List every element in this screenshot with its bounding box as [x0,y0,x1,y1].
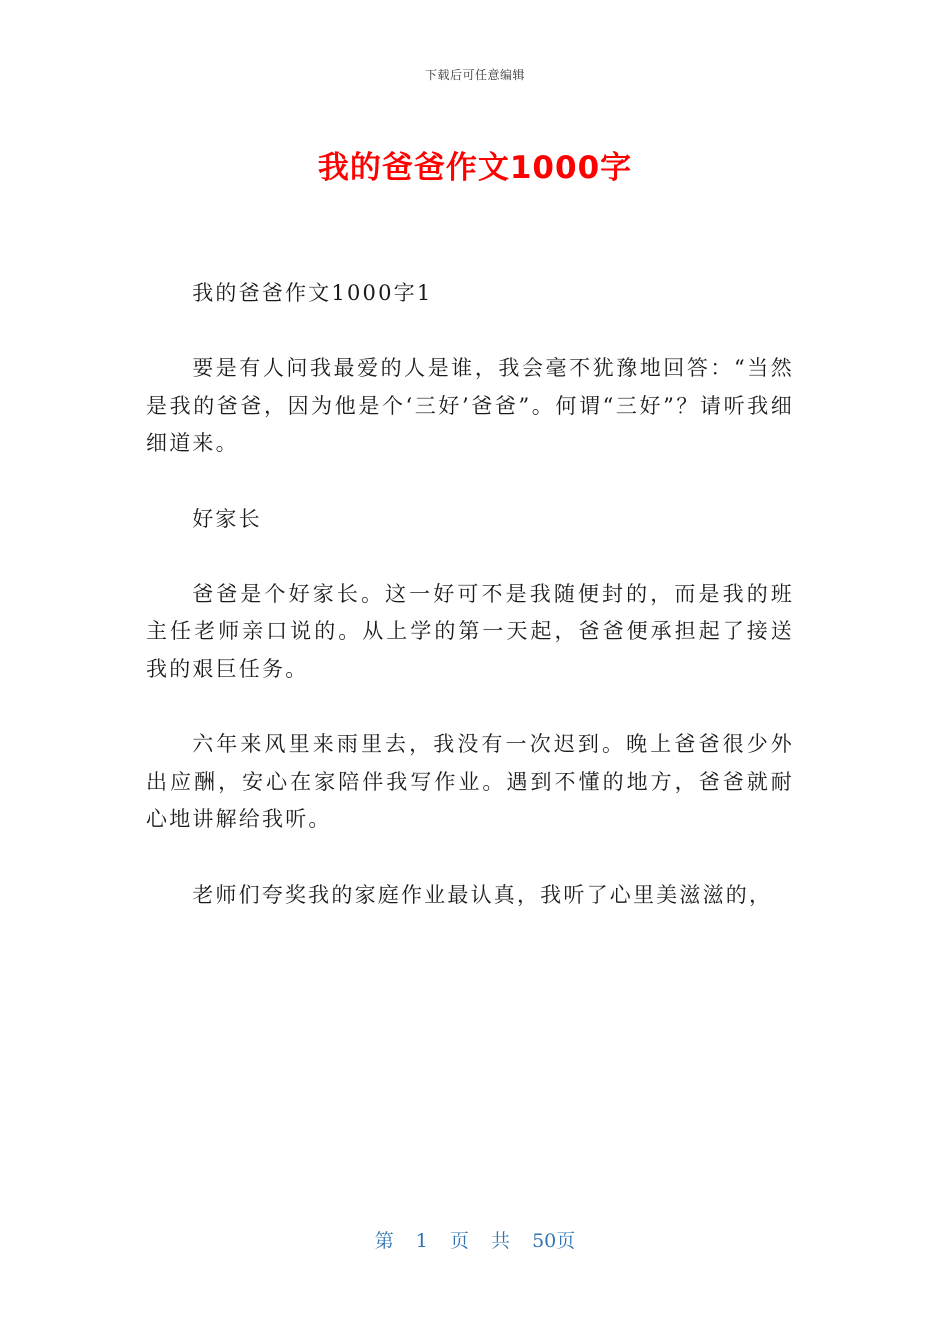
footer-total-pages: 50页 [532,1230,576,1252]
paragraph-teacher-praise: 老师们夸奖我的家庭作业最认真，我听了心里美滋滋的， [192,882,773,907]
paragraph-good-parent: 爸爸是个好家长。这一好可不是我随便封的，而是我的班主任老师亲口说的。从上学的第一天起，爸爸便承担起了接送我的艰巨任务。 [146,581,794,681]
footer-current-page: 1 [415,1230,428,1252]
paragraph-subtitle: 我的爸爸作文1000字1 [192,281,433,305]
document-body [146,275,794,952]
paragraph-heading-good-parent: 好家长 [192,506,262,531]
page-footer [0,1226,950,1253]
paragraph-intro: 要是有人问我最爱的人是谁，我会毫不犹豫地回答：“当然是我的爸爸，因为他是个‘三好’爸爸”。何谓“三好”？请听我细细道来。 [146,356,794,456]
footer-page-label: 第 [374,1230,394,1252]
paragraph-six-years: 六年来风里来雨里去，我没有一次迟到。晚上爸爸很少外出应酬，安心在家陪伴我写作业。遇到不懂的地方，爸爸就耐心地讲解给我听。 [146,732,794,832]
document-title: 我的爸爸作文1000字 [317,150,633,186]
footer-page-unit: 页 [449,1230,469,1252]
footer-total-label: 共 [491,1230,511,1252]
header-note: 下载后可任意编辑 [424,68,525,82]
